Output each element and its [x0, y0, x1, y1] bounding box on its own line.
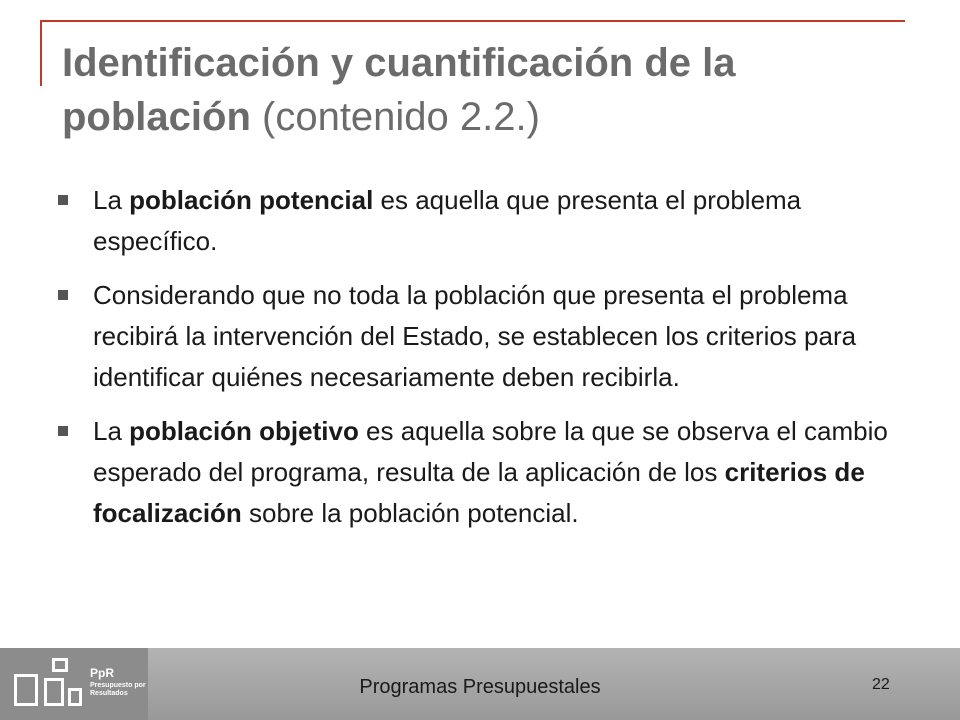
bullet-bold-text: criterios de focalización [93, 457, 865, 528]
title-accent-line-vertical [40, 20, 42, 86]
bullet-text: es aquella sobre la que se observa el cambio esperado del programa, resulta de la aplicación de los [93, 416, 888, 487]
page-number: 22 [872, 676, 890, 693]
bullet-item [58, 180, 888, 262]
bullet-bold-text: población potencial [129, 185, 374, 215]
slide-title-rest: (contenido 2.2.) [250, 95, 540, 139]
slide-title-bold: Identificación y cuantificación de la población [62, 41, 736, 139]
bullet-text: La [93, 416, 130, 446]
bullet-text: La [93, 185, 130, 215]
bullet-square-icon [58, 195, 68, 205]
bullet-item [58, 275, 888, 398]
footer-title: Programas Presupuestales [359, 676, 601, 698]
slide-title [62, 36, 922, 144]
bullet-list [58, 180, 888, 547]
bullet-item [58, 411, 888, 534]
title-accent-line-horizontal [40, 20, 905, 22]
logo-square-small-top [52, 658, 68, 672]
bullet-text: es aquella que presenta el problema específico. [93, 185, 802, 256]
bullet-bold-text: población objetivo [129, 416, 359, 446]
footer-bar [0, 648, 960, 720]
bullet-text: Considerando que no toda la población que presenta el problema recibirá la intervención del Estado, se establecen los criterios para identificar quiénes necesariamente deben recibirla. [93, 280, 857, 392]
bullet-square-icon [58, 290, 68, 300]
bullet-square-icon [58, 426, 68, 436]
logo-subtitle: Presupuesto por Resultados [90, 682, 146, 697]
logo-title: PpR [90, 666, 114, 680]
bullet-text: sobre la población potencial. [241, 498, 579, 528]
